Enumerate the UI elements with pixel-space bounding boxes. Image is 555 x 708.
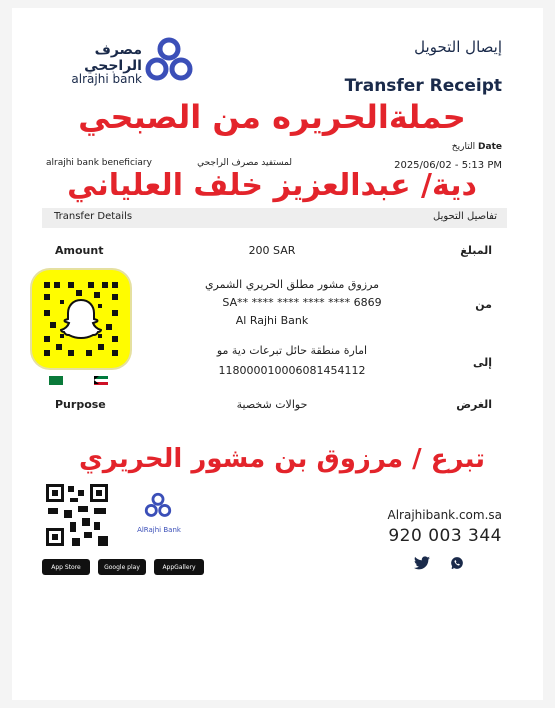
amount-value: 200 SAR bbox=[248, 244, 296, 257]
receipt-card bbox=[12, 8, 543, 700]
overlay-campaign-line: حملةالحريره من الصبحي bbox=[78, 98, 466, 136]
date-value: 2025/06/02 - 5:13 PM bbox=[394, 160, 502, 171]
twitter-icon[interactable] bbox=[414, 556, 430, 570]
website[interactable]: Alrajhibank.com.sa bbox=[387, 508, 502, 522]
bank-name-en: alrajhi bank bbox=[71, 72, 142, 86]
snapcode bbox=[32, 270, 130, 368]
alrajhi-logo-icon bbox=[144, 36, 194, 86]
footer-qr-code-icon bbox=[44, 482, 110, 548]
beneficiary-ar: لمستفيد مصرف الراجحي bbox=[197, 158, 292, 168]
date-label bbox=[372, 142, 502, 152]
to-name: امارة منطقة حائل تبرعات دية مو bbox=[216, 344, 368, 357]
bank-name-ar: مصرف الراجحي bbox=[84, 42, 142, 74]
snapcode-dots-icon bbox=[32, 270, 130, 368]
to-account: 118000010006081454112 bbox=[218, 364, 366, 377]
footer-logo-icon bbox=[144, 492, 172, 520]
whatsapp-icon[interactable] bbox=[450, 556, 464, 570]
bank-logo-text bbox=[42, 42, 142, 86]
beneficiary-en: alrajhi bank beneficiary bbox=[46, 158, 152, 168]
app-store-badge[interactable]: App Store bbox=[42, 559, 90, 575]
purpose-label-ar: الغرض bbox=[456, 398, 492, 411]
details-section-header bbox=[42, 208, 507, 228]
saudi-flag-icon bbox=[49, 376, 63, 385]
to-label-ar: إلى bbox=[472, 356, 492, 369]
from-label-ar: من bbox=[475, 298, 492, 311]
details-section-en: Transfer Details bbox=[54, 211, 133, 222]
purpose-value: حوالات شخصية bbox=[236, 398, 308, 411]
receipt-title-en: Transfer Receipt bbox=[344, 76, 502, 96]
details-section-ar: تفاصيل التحويل bbox=[433, 211, 497, 222]
from-account: SA** **** **** **** **** 6869 bbox=[222, 296, 382, 309]
footer-logo-caption: AlRajhi Bank bbox=[137, 526, 181, 534]
date-label-en: Date bbox=[478, 142, 502, 152]
overlay-diya-line: دية/ عبدالعزيز خلف العلياني bbox=[67, 168, 477, 203]
receipt-title-ar: إيصال التحويل bbox=[414, 38, 502, 56]
from-name: مرزوق مشور مطلق الحريري الشمري bbox=[204, 278, 380, 291]
purpose-label-en: Purpose bbox=[55, 398, 106, 411]
amount-label-ar: المبلغ bbox=[460, 244, 492, 257]
google-play-badge[interactable]: Google play bbox=[98, 559, 146, 575]
kuwait-flag-icon bbox=[94, 376, 108, 385]
amount-label-en: Amount bbox=[55, 244, 104, 257]
date-label-ar: التاريخ bbox=[451, 142, 476, 152]
from-bank: Al Rajhi Bank bbox=[235, 314, 309, 327]
phone-number[interactable]: 920 003 344 bbox=[388, 526, 502, 546]
app-gallery-badge[interactable]: AppGallery bbox=[154, 559, 204, 575]
overlay-donation-line: تبرع / مرزوق بن مشور الحريري bbox=[78, 444, 486, 474]
